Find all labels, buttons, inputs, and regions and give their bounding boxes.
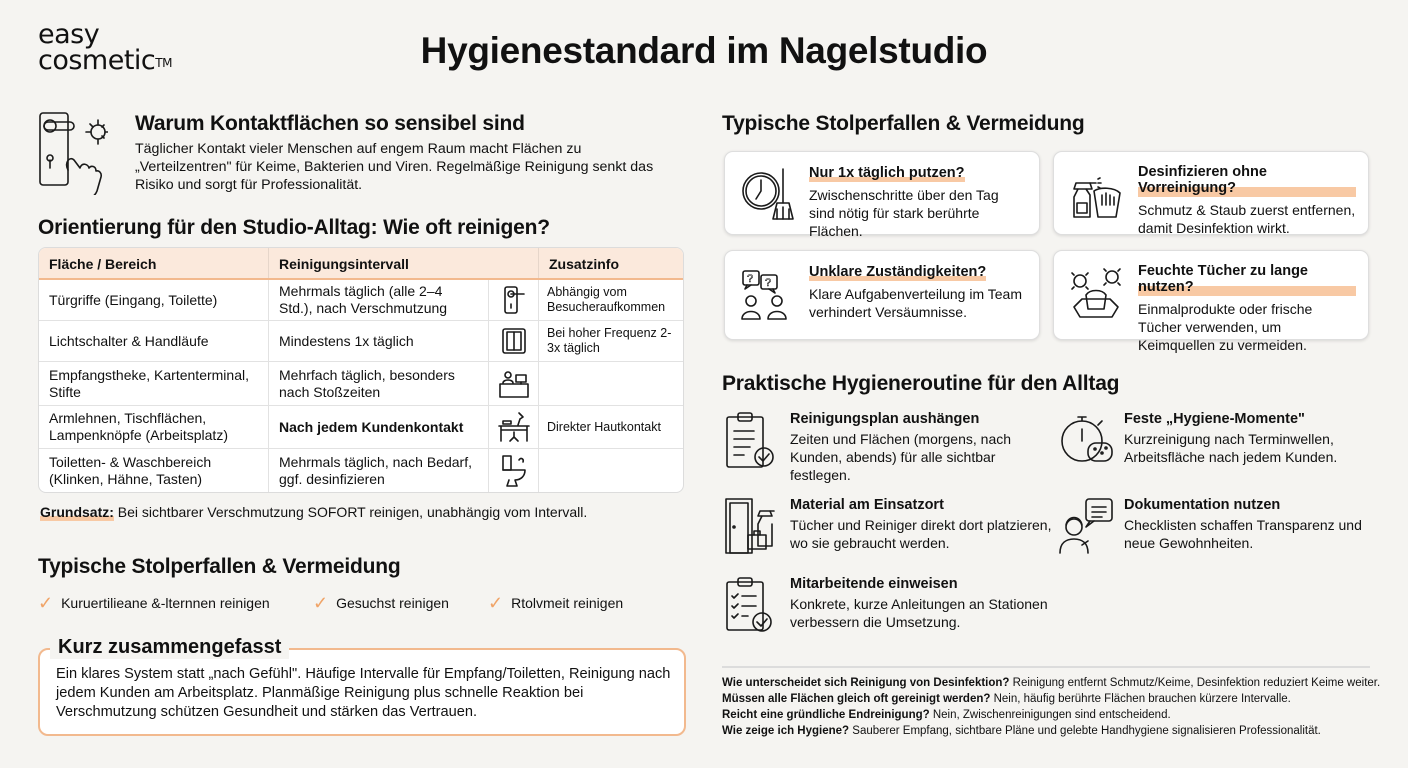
cell-interval: Mehrfach täglich, besonders nach Stoßzeiten xyxy=(269,362,489,405)
column-header: Reinigungsintervall xyxy=(269,248,539,278)
person-speech-icon xyxy=(1058,497,1116,560)
table-row xyxy=(39,406,683,449)
table-row xyxy=(39,321,683,362)
orientation-heading: Orientierung für den Studio-Alltag: Wie oft reinigen? xyxy=(38,216,550,239)
routine-text: Tücher und Reiniger direkt dort platzieren, wo sie gebraucht werden. xyxy=(790,517,1052,551)
list-item xyxy=(488,594,623,612)
routine-item xyxy=(1058,497,1388,560)
check-icon: ✓ xyxy=(488,593,504,613)
cell-info: Direkter Hautkontakt xyxy=(547,419,661,434)
faq-answer: Reinigung entfernt Schmutz/Keime, Desinfektion reduziert Keime weiter. xyxy=(1009,677,1381,689)
door-handle-germ-icon xyxy=(38,110,108,195)
faq-item xyxy=(722,723,1402,739)
svg-text:?: ? xyxy=(747,273,754,285)
pitfall-card xyxy=(724,250,1040,340)
column-header: Fläche / Bereich xyxy=(39,248,269,278)
routine-title: Mitarbeitende einweisen xyxy=(790,576,958,592)
routine-item xyxy=(724,497,1054,560)
team-question-icon xyxy=(737,263,797,327)
routine-title: Material am Einsatzort xyxy=(790,497,944,513)
check-icon: ✓ xyxy=(313,593,329,613)
cell-interval: Mindestens 1x täglich xyxy=(269,321,489,361)
brand-line2: cosmetic xyxy=(38,45,156,76)
routine-item xyxy=(724,576,1054,639)
table-row xyxy=(39,280,683,321)
faq-question: Reicht eine gründliche Endreinigung? xyxy=(722,709,930,721)
cell-interval: Mehrmals täglich, nach Bedarf, ggf. desinfizieren xyxy=(269,449,489,492)
check-icon: ✓ xyxy=(38,593,54,613)
faq-item xyxy=(722,707,1402,723)
faq-question: Wie unterscheidet sich Reinigung von Desinfektion? xyxy=(722,677,1010,689)
pitfalls-left-heading: Typische Stolperfallen & Vermeidung xyxy=(38,555,401,578)
card-title: Unklare Zuständigkeiten? xyxy=(809,264,987,280)
pitfalls-right-heading: Typische Stolperfallen & Vermeidung xyxy=(722,112,1085,135)
cell-area: Toiletten- & Waschbereich (Klinken, Hähne, Tasten) xyxy=(39,449,269,492)
pitfalls-checklist xyxy=(38,594,678,612)
summary-text: Ein klares System statt „nach Gefühl". Häufige Intervalle für Empfang/Toiletten, Reinigung nach jedem Kunden am Arbeitsplatz. Planmäßige Reinigung plus schnelle Reaktion bei Verschmutzung schützen Gesundheit und stärken das Vertrauen. xyxy=(56,666,671,720)
cell-info xyxy=(539,362,683,405)
clipboard-check-icon xyxy=(724,411,782,484)
spray-cloth-icon xyxy=(1066,164,1126,222)
card-text: Schmutz & Staub zuerst entfernen, damit Desinfektion wirkt. xyxy=(1138,202,1356,236)
routine-title: Feste „Hygiene-Momente" xyxy=(1124,411,1305,427)
card-text: Einmalprodukte oder frische Tücher verwenden, um Keimquellen zu vermeiden. xyxy=(1138,301,1313,353)
card-text: Zwischenschritte über den Tag sind nötig für stark berührte Flächen. xyxy=(809,187,999,239)
pitfall-card xyxy=(1053,151,1369,235)
card-title: Feuchte Tücher zu lange nutzen? xyxy=(1138,263,1356,296)
faq-answer: Nein, Zwischenreinigungen sind entscheidend. xyxy=(929,709,1171,721)
item-label: Kuruertilieane &-lternnen reinigen xyxy=(61,595,270,611)
cleaning-interval-table xyxy=(38,247,684,493)
light-switch-icon xyxy=(489,321,539,361)
pitfall-card xyxy=(1053,250,1369,353)
svg-text:?: ? xyxy=(765,277,772,289)
toilet-icon xyxy=(489,449,539,492)
table-row xyxy=(39,449,683,492)
door-supplies-icon xyxy=(724,497,782,560)
faq-question: Wie zeige ich Hygiene? xyxy=(722,725,850,737)
routine-text: Zeiten und Flächen (morgens, nach Kunden, abends) für alle sichtbar festlegen. xyxy=(790,431,1012,483)
principle-text: Bei sichtbarer Verschmutzung SOFORT reinigen, unabhängig vom Intervall. xyxy=(113,504,588,520)
cell-area: Lichtschalter & Handläufe xyxy=(39,321,269,361)
page-title: Hygienestandard im Nagelstudio xyxy=(420,30,988,71)
faq-list xyxy=(722,675,1402,739)
principle-note xyxy=(40,503,587,521)
pitfall-card xyxy=(724,151,1040,239)
routine-item xyxy=(1058,411,1388,474)
faq-item xyxy=(722,691,1402,707)
summary-heading: Kurz zusammengefasst xyxy=(50,636,289,659)
cell-info: Abhängig vom Besucheraufkommen xyxy=(547,285,666,314)
trademark: TM xyxy=(155,56,172,70)
clock-broom-icon xyxy=(737,164,797,222)
stopwatch-sponge-icon xyxy=(1058,411,1116,474)
routine-text: Checklisten schaffen Transparenz und neue Gewohnheiten. xyxy=(1124,517,1362,551)
cell-info: Bei hoher Frequenz 2-3x täglich xyxy=(547,326,672,355)
table-header xyxy=(39,248,683,280)
routine-heading: Praktische Hygieneroutine für den Alltag xyxy=(722,372,1120,395)
list-item xyxy=(38,594,313,612)
column-header: Zusatzinfo xyxy=(549,256,619,272)
door-handle-icon xyxy=(489,280,539,320)
item-label: Rtolvmeit reinigen xyxy=(511,595,624,611)
cell-area: Armlehnen, Tischflächen, Lampenknöpfe (Arbeitsplatz) xyxy=(39,406,269,448)
intro-text: Täglicher Kontakt vieler Menschen auf engem Raum macht Flächen zu „Verteilzentren" für Keime, Bakterien und Viren. Regelmäßige Reinigung senkt das Risiko und sorgt für Professionalität. xyxy=(135,141,654,193)
cell-area: Türgriffe (Eingang, Toilette) xyxy=(39,280,269,320)
routine-text: Konkrete, kurze Anleitungen an Stationen verbessern die Umsetzung. xyxy=(790,596,1048,630)
reception-desk-icon xyxy=(489,362,539,405)
principle-label: Grundsatz: xyxy=(40,504,114,520)
card-text: Klare Aufgabenverteilung im Team verhindert Versäumnisse. xyxy=(809,286,1022,320)
brand-line1: easy xyxy=(38,19,100,50)
faq-question: Müssen alle Flächen gleich oft gereinigt werden? xyxy=(722,693,991,705)
faq-answer: Nein, häufig berührte Flächen brauchen kürzere Intervalle. xyxy=(990,693,1291,705)
faq-answer: Sauberer Empfang, sichtbare Pläne und gelebte Handhygiene signalisieren Professionalität. xyxy=(849,725,1321,737)
divider xyxy=(722,666,1370,668)
checklist-icon xyxy=(724,576,782,639)
routine-title: Reinigungsplan aushängen xyxy=(790,411,980,427)
intro-heading: Warum Kontaktflächen so sensibel sind xyxy=(135,112,525,135)
cell-interval: Mehrmals täglich (alle 2–4 Std.), nach Verschmutzung xyxy=(269,280,489,320)
list-item xyxy=(313,594,488,612)
cell-interval: Nach jedem Kundenkontakt xyxy=(269,406,489,448)
wipes-germs-icon xyxy=(1066,263,1126,327)
item-label: Gesuchst reinigen xyxy=(336,595,449,611)
faq-item xyxy=(722,675,1402,691)
table-row xyxy=(39,362,683,406)
card-title: Nur 1x täglich putzen? xyxy=(809,165,965,181)
routine-text: Kurzreinigung nach Terminwellen, Arbeitsfläche nach jedem Kunden. xyxy=(1124,431,1338,465)
card-title: Desinfizieren ohne Vorreinigung? xyxy=(1138,164,1356,197)
routine-title: Dokumentation nutzen xyxy=(1124,497,1281,513)
cell-area: Empfangstheke, Kartenterminal, Stifte xyxy=(39,362,269,405)
cell-info xyxy=(539,449,683,492)
routine-item xyxy=(724,411,1044,484)
workstation-icon xyxy=(489,406,539,448)
